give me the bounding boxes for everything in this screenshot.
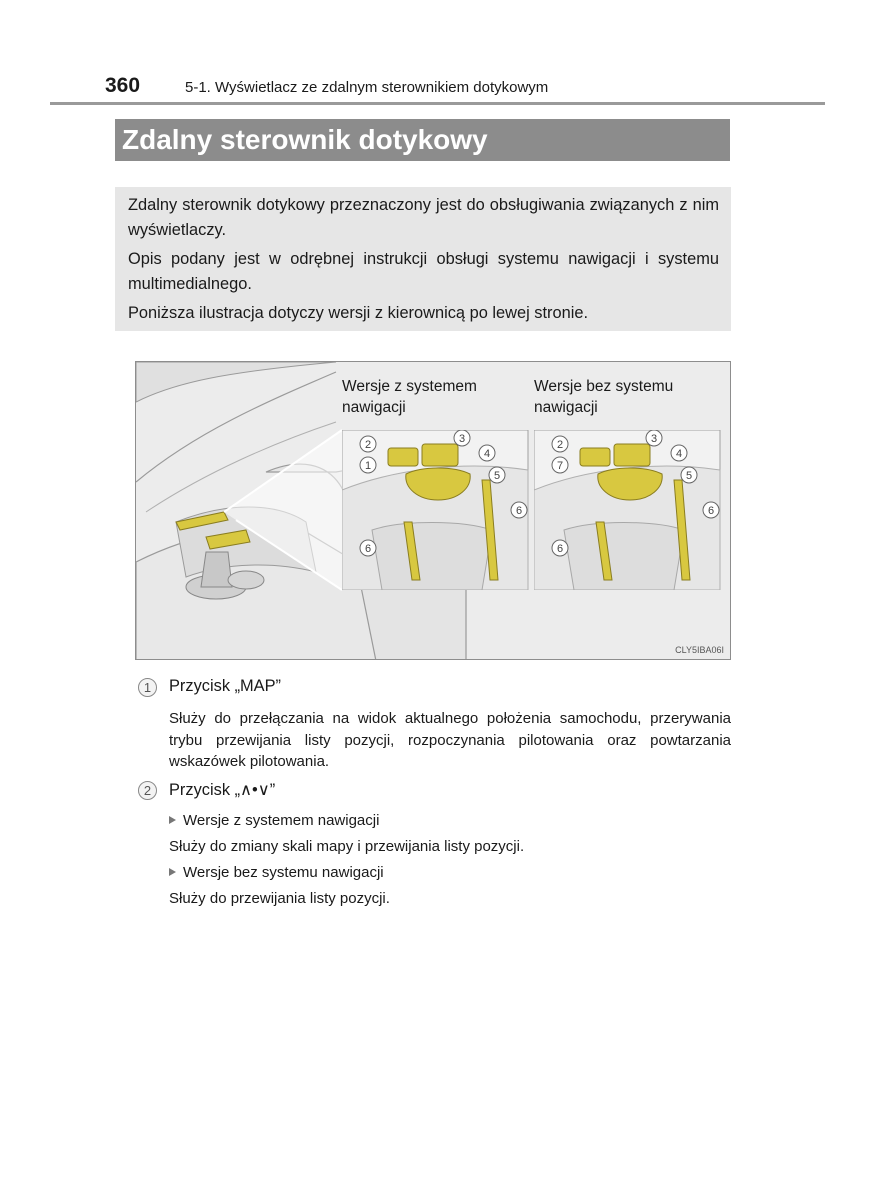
figure-code: CLY5IBA06I [675, 645, 724, 655]
inset-without-navigation [534, 376, 726, 590]
item-description: Służy do przełączania na widok aktualnego położenia samochodu, przerywania trybu przewijania listy pozycji, rozpoczynania pilotowania oraz powtarzania wskazówek pilotowania. [169, 710, 731, 770]
item-heading [138, 781, 731, 805]
triangle-bullet-icon [169, 868, 176, 876]
intro-box [115, 187, 731, 331]
callout-label: 4 [675, 448, 683, 460]
section-path: 5-1. Wyświetlacz ze zdalnym sterownikiem dotykowym [185, 79, 549, 96]
item-label: Przycisk „MAP” [169, 677, 281, 695]
section-title: Zdalny sterownik dotykowy [122, 124, 488, 155]
intro-paragraph: Poniższa ilustracja dotyczy wersji z kierownicą po lewej stronie. [128, 304, 589, 322]
callout-label: 5 [493, 470, 501, 482]
caption-with-navigation: Wersje z systemem nawigacji [342, 378, 477, 416]
variant-name: Wersje z systemem nawigacji [183, 811, 380, 829]
page-header [50, 74, 825, 104]
variant-heading [169, 810, 731, 831]
triangle-bullet-icon [169, 816, 176, 824]
variant-heading [169, 862, 731, 883]
touchpad-closeup-without-nav [534, 430, 722, 590]
caption-without-navigation: Wersje bez systemu nawigacji [534, 378, 674, 416]
item-heading [138, 678, 731, 702]
callout-label: 6 [707, 505, 715, 517]
list-item [138, 678, 731, 773]
variant-description: Służy do zmiany skali mapy i przewijania listy pozycji. [169, 837, 525, 855]
intro-paragraph: Zdalny sterownik dotykowy przeznaczony jest do obsługiwania związanych z nim wyświetlaczy. [128, 196, 719, 239]
item-number-badge: 2 [138, 781, 157, 800]
touchpad-closeup-with-nav [342, 430, 530, 590]
item-list [138, 678, 731, 909]
callout-label: 2 [364, 439, 372, 451]
callout-label: 7 [556, 460, 564, 472]
callout-label: 2 [556, 439, 564, 451]
section-title-bar [115, 119, 730, 161]
callout-label: 3 [458, 433, 466, 445]
header-rule [50, 102, 825, 105]
variant-name: Wersje bez systemu nawigacji [183, 863, 384, 881]
callout-label: 1 [364, 460, 372, 472]
variant-description: Służy do przewijania listy pozycji. [169, 889, 390, 907]
list-item [138, 781, 731, 909]
item-number-badge: 1 [138, 678, 157, 697]
callout-label: 5 [685, 470, 693, 482]
page-number: 360 [105, 74, 141, 97]
callout-label: 3 [650, 433, 658, 445]
item-label: Przycisk „∧•∨” [169, 780, 276, 799]
intro-paragraph: Opis podany jest w odrębnej instrukcji obsługi systemu nawigacji i systemu multimedialnego. [128, 250, 719, 293]
inset-with-navigation [342, 376, 534, 590]
callout-label: 4 [483, 448, 491, 460]
console-illustration [135, 361, 731, 660]
callout-label: 6 [556, 543, 564, 555]
callout-label: 6 [515, 505, 523, 517]
callout-label: 6 [364, 543, 372, 555]
